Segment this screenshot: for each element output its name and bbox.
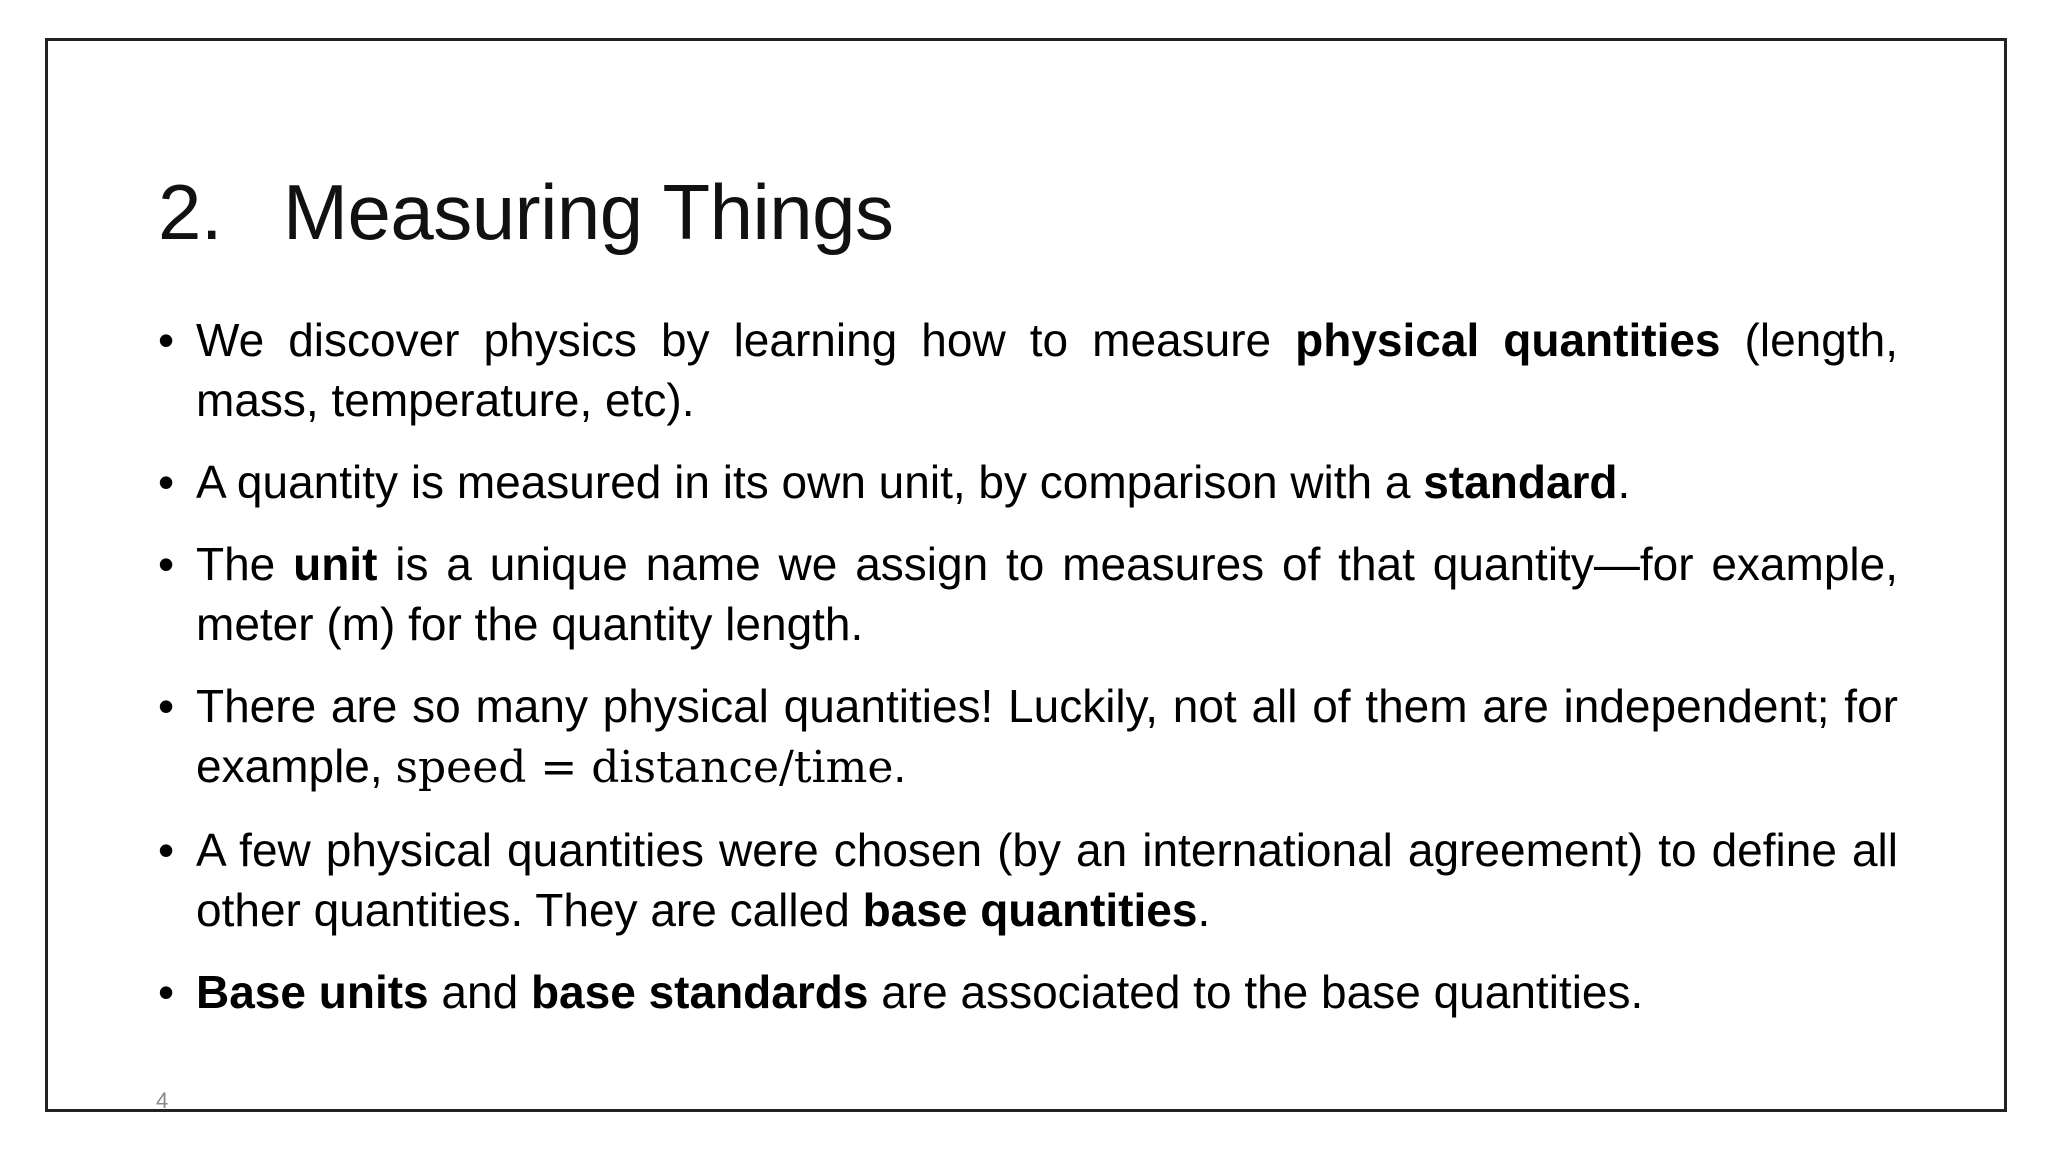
- bullet-text-part: .: [893, 740, 907, 792]
- title-text: Measuring Things: [283, 168, 894, 257]
- bullet-bold-term: Base units: [196, 966, 429, 1018]
- bullet-text-part: and: [428, 966, 531, 1018]
- page-number: 4: [156, 1088, 169, 1113]
- bullet-item: [158, 310, 1898, 430]
- bullet-text: [196, 824, 1898, 936]
- bullet-dot-icon: •: [158, 680, 175, 732]
- bullet-text-part: We discover physics by learning how to measure: [196, 314, 1296, 366]
- bullet-text-part: is a unique name we assign to measures of that quantity—for example, meter (m) for the quantity length.: [196, 538, 1899, 650]
- bullet-text-part: The: [196, 538, 294, 590]
- bullet-text-part: (length, mass, temperature, etc).: [196, 314, 1898, 426]
- bullet-item: [158, 820, 1898, 940]
- bullet-bold-term: standard: [1423, 456, 1618, 508]
- bullet-text: [196, 314, 1898, 426]
- bullet-dot-icon: •: [158, 456, 175, 508]
- bullet-bold-term: physical quantities: [1295, 314, 1721, 366]
- bullet-text: [196, 680, 1898, 792]
- bullet-text-part: There are so many physical quantities! Luckily, not all of them are independent; for example,: [196, 680, 1898, 792]
- bullet-item: [158, 962, 1898, 1022]
- bullet-text: [196, 538, 1898, 650]
- bullet-item: [158, 534, 1898, 654]
- bullet-text-part: A quantity is measured in its own unit, by comparison with a: [196, 456, 1424, 508]
- bullet-text: [196, 966, 1643, 1018]
- slide-title: [158, 170, 894, 256]
- bullet-item: [158, 452, 1898, 512]
- bullet-bold-term: unit: [293, 538, 378, 590]
- title-number: 2.: [158, 168, 223, 257]
- bullet-dot-icon: •: [158, 538, 175, 590]
- bullet-item: [158, 676, 1898, 798]
- bullet-bold-term: base standards: [530, 966, 869, 1018]
- bullet-dot-icon: •: [158, 314, 175, 366]
- bullet-text-part: are associated to the base quantities.: [868, 966, 1644, 1018]
- bullet-list: [158, 310, 1898, 1044]
- bullet-text: [196, 456, 1630, 508]
- bullet-text-part: .: [1197, 884, 1211, 936]
- bullet-text-part: A few physical quantities were chosen (by an international agreement) to define all other quantities. They are called: [196, 824, 1898, 936]
- bullet-dot-icon: •: [158, 824, 175, 876]
- math-expression: speed = distance/time: [395, 742, 894, 793]
- bullet-dot-icon: •: [158, 966, 175, 1018]
- bullet-bold-term: base quantities: [862, 884, 1198, 936]
- bullet-text-part: .: [1617, 456, 1631, 508]
